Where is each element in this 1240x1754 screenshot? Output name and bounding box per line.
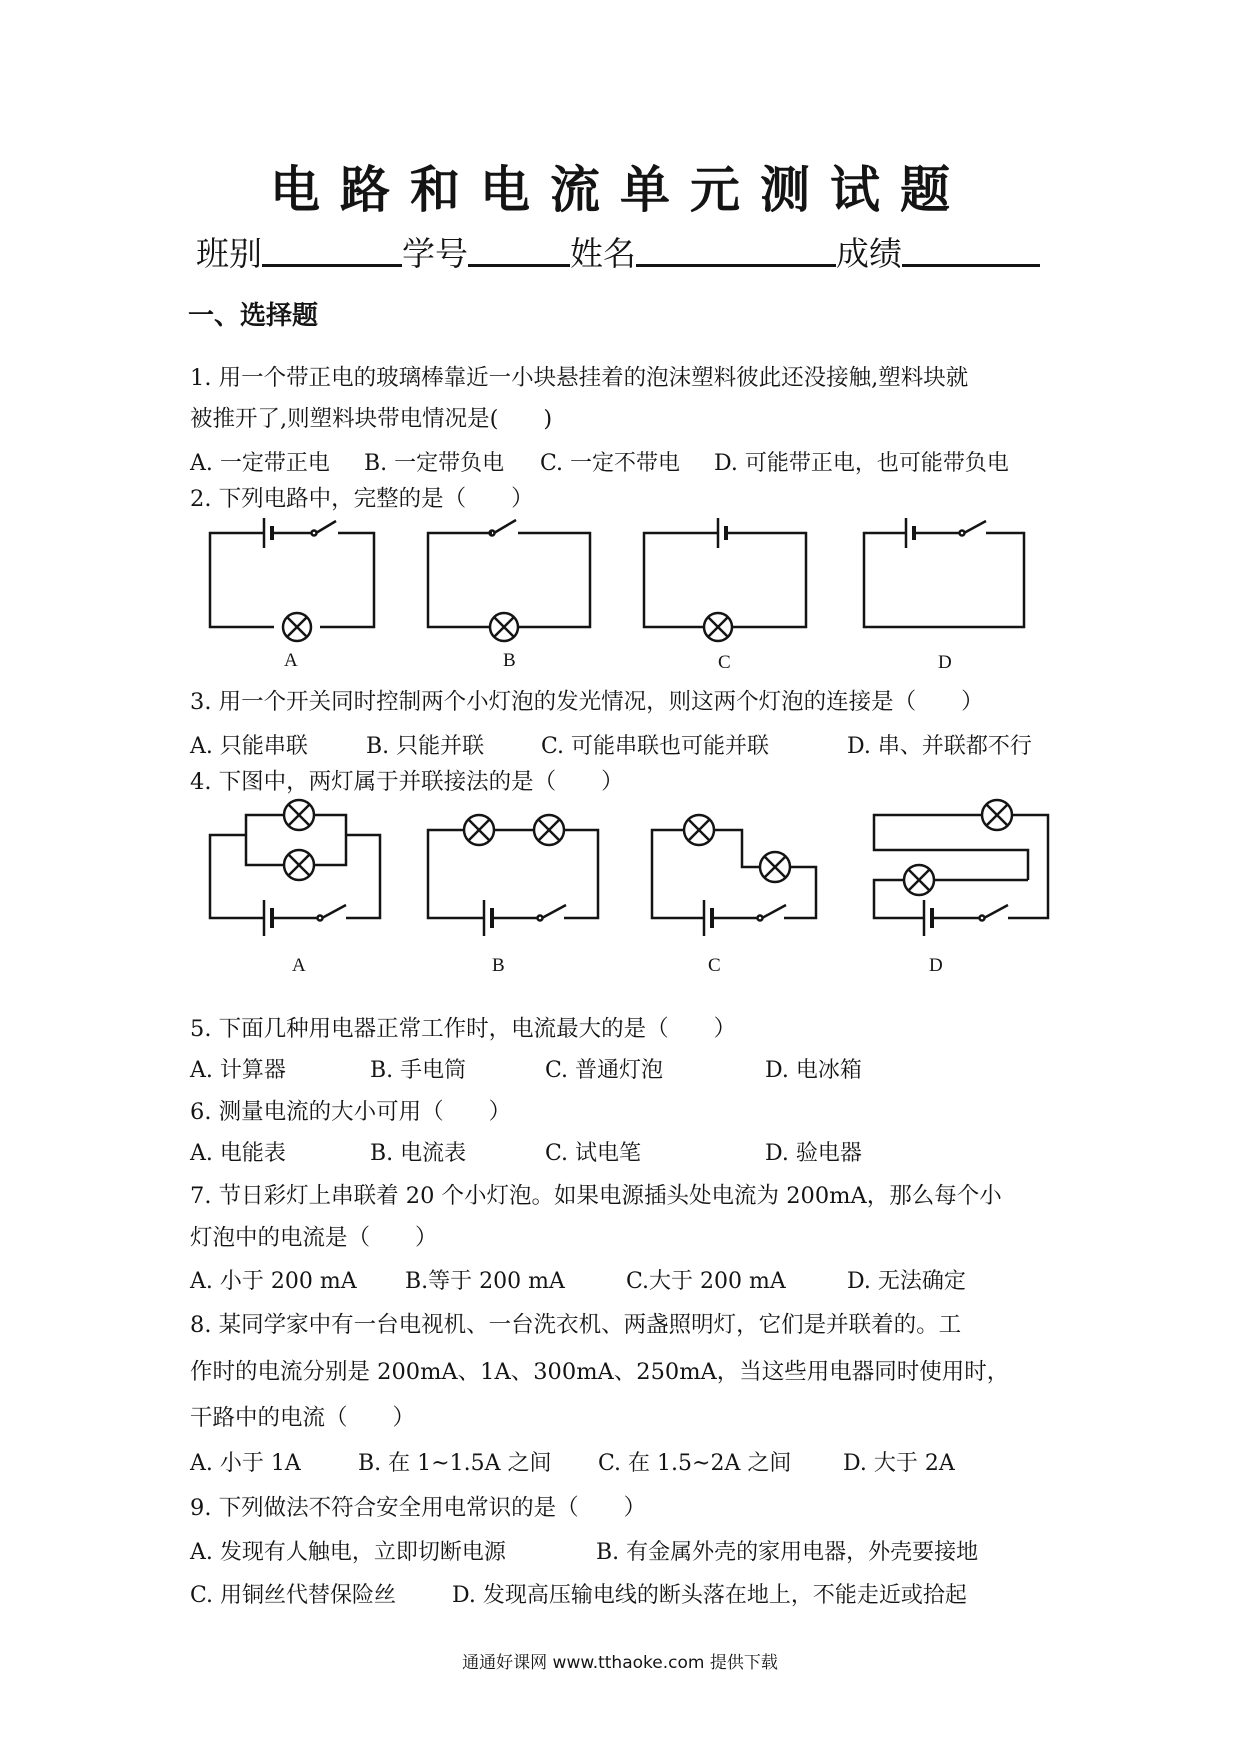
q4-label-d: D (929, 955, 943, 976)
score-label: 成绩 (836, 234, 902, 273)
q4-circuit-d (874, 800, 1048, 936)
q4-circuit-b (428, 815, 598, 936)
switch-lever (762, 905, 786, 918)
q3-option-a: A. 只能串联 (190, 734, 308, 759)
q9-option-d: D. 发现高压输电线的断头落在地上，不能走近或拾起 (452, 1583, 967, 1608)
q7-line2: 灯泡中的电流是（ ） (190, 1225, 438, 1251)
q7-option-a: A. 小于 200 mA (190, 1269, 357, 1294)
q8-option-b: B. 在 1~1.5A 之间 (358, 1451, 552, 1476)
q3-text: 3. 用一个开关同时控制两个小灯泡的发光情况，则这两个灯泡的连接是（ ） (190, 689, 984, 715)
q4-label-a: A (292, 955, 306, 976)
q2-text: 2. 下列电路中，完整的是（ ） (190, 486, 534, 512)
q3-option-d: D. 串、并联都不行 (847, 734, 1032, 759)
q6-option-c: C. 试电笔 (545, 1141, 642, 1166)
q6-option-b: B. 电流表 (370, 1141, 467, 1166)
q3-option-b: B. 只能并联 (366, 734, 485, 759)
q4-label-c: C (708, 955, 721, 976)
name-label: 姓名 (570, 234, 636, 273)
q8-line2: 作时的电流分别是 200mA、1A、300mA、250mA，当这些用电器同时使用时， (190, 1359, 1010, 1385)
q4-circuit-a (210, 800, 380, 936)
q1-option-a: A. 一定带正电 (190, 451, 330, 476)
q9-option-c: C. 用铜丝代替保险丝 (190, 1583, 397, 1608)
q8-option-a: A. 小于 1A (190, 1451, 301, 1476)
class-label: 班别 (196, 234, 262, 273)
q3-option-c: C. 可能串联也可能并联 (541, 734, 770, 759)
footer-credit: 通通好课网 www.tthaoke.com 提供下载 (462, 1653, 778, 1673)
q2-label-d: D (938, 652, 952, 673)
q4-label-b: B (492, 955, 505, 976)
q4-text: 4. 下图中，两灯属于并联接法的是（ ） (190, 769, 624, 795)
q2-label-a: A (284, 650, 298, 671)
q1-option-d: D. 可能带正电，也可能带负电 (714, 451, 1009, 476)
q8-line1: 8. 某同学家中有一台电视机、一台洗衣机、两盏照明灯，它们是并联着的。工 (190, 1312, 962, 1338)
q7-option-b: B.等于 200 mA (405, 1269, 565, 1294)
q7-option-c: C.大于 200 mA (626, 1269, 786, 1294)
q6-option-a: A. 电能表 (190, 1141, 286, 1166)
switch-lever (542, 905, 566, 918)
page-title: 电路和电流单元测试题 (270, 161, 970, 219)
q8-option-d: D. 大于 2A (843, 1451, 955, 1476)
q1-option-c: C. 一定不带电 (540, 451, 681, 476)
q1-option-b: B. 一定带负电 (364, 451, 505, 476)
section-heading: 一、选择题 (188, 301, 319, 331)
q7-option-d: D. 无法确定 (847, 1269, 966, 1294)
number-label: 学号 (402, 234, 468, 273)
switch-lever (322, 905, 346, 918)
q5-option-c: C. 普通灯泡 (545, 1058, 664, 1083)
q9-option-b: B. 有金属外壳的家用电器，外壳要接地 (596, 1540, 979, 1565)
q9-option-a: A. 发现有人触电，立即切断电源 (190, 1540, 506, 1565)
q7-line1: 7. 节日彩灯上串联着 20 个小灯泡。如果电源插头处电流为 200mA，那么每个小 (190, 1183, 1002, 1209)
switch-lever (984, 905, 1008, 918)
q8-option-c: C. 在 1.5~2A 之间 (598, 1451, 792, 1476)
q2-label-c: C (718, 652, 731, 673)
q1-line1: 1. 用一个带正电的玻璃棒靠近一小块悬挂着的泡沫塑料彼此还没接触,塑料块就 (190, 365, 969, 391)
q4-circuit-c (652, 815, 816, 936)
q6-option-d: D. 验电器 (765, 1141, 862, 1166)
q2-label-b: B (503, 650, 516, 671)
q5-text: 5. 下面几种用电器正常工作时，电流最大的是（ ） (190, 1016, 737, 1042)
q9-text: 9. 下列做法不符合安全用电常识的是（ ） (190, 1495, 647, 1521)
q6-text: 6. 测量电流的大小可用（ ） (190, 1099, 512, 1125)
q5-option-b: B. 手电筒 (370, 1058, 467, 1083)
q5-option-d: D. 电冰箱 (765, 1058, 862, 1083)
q8-line3: 干路中的电流（ ） (190, 1405, 416, 1431)
q5-option-a: A. 计算器 (190, 1058, 286, 1083)
q1-line2: 被推开了,则塑料块带电情况是( ) (190, 406, 553, 432)
